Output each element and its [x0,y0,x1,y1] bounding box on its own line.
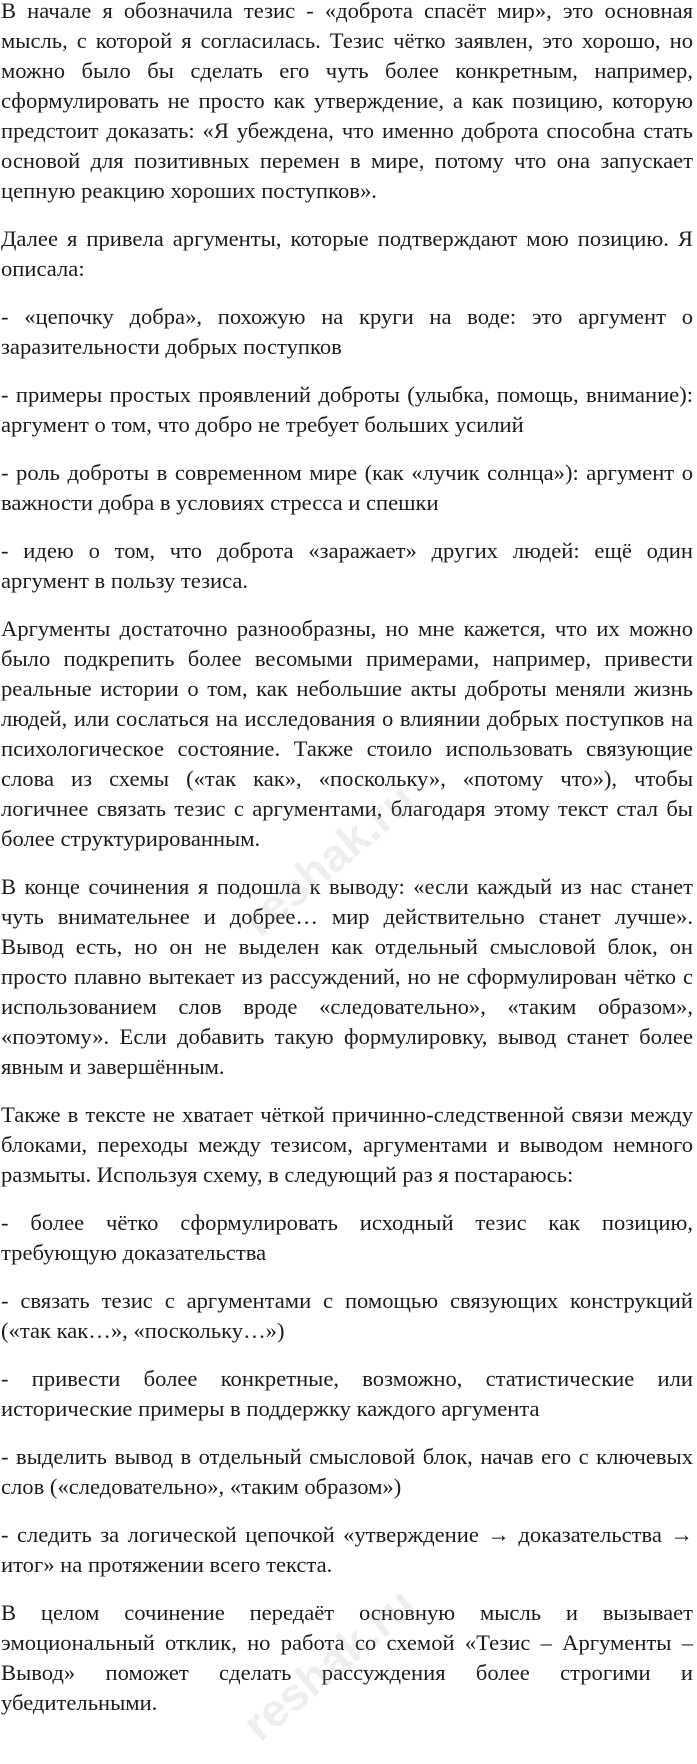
list-item-argument: - идею о том, что доброта «заражает» других людей: ещё один аргумент в пользу тезиса. [1,538,693,593]
list-item-argument: - примеры простых проявлений доброты (улыбка, помощь, внимание): аргумент о том, что добро не требует больших усилий [1,382,693,437]
paragraph-summary: В целом сочинение передаёт основную мысль и вызывает эмоциональный отклик, но работа со схемой «Тезис – Аргументы – Вывод» поможет сделать рассуждения более строгими и убедительными. [1,1600,693,1715]
watermark-logo: reshak.ru [232,772,425,946]
list-item-plan: - связать тезис с аргументами с помощью связующих конструкций («так как…», «поскольку…») [1,1288,693,1343]
paragraph-arguments-intro: Далее я привела аргументы, которые подтверждают мою позицию. Я описала: [1,226,693,281]
paragraph-plan-intro: Также в тексте не хватает чёткой причинно-следственной связи между блоками, переходы между тезисом, аргументами и выводом немного размыты. Используя схему, в следующий раз я постараюсь: [1,1102,693,1187]
list-item-plan: - привести более конкретные, возможно, статистические или исторические примеры в поддержку каждого аргумента [1,1366,693,1421]
list-item-argument: - «цепочку добра», похожую на круги на воде: это аргумент о заразительности добрых поступков [1,304,693,359]
list-item-plan: - следить за логической цепочкой «утверждение → доказательства → итог» на протяжении всего текста. [1,1522,693,1577]
paragraph-conclusion-review: В конце сочинения я подошла к выводу: «если каждый из нас станет чуть внимательнее и добрее… мир действительно станет лучше». Вывод есть, но он не выделен как отдельный смысловой блок, он просто плавно вытекает из рассуждений, но не сформулирован чётко с использованием слов вроде «следовательно», «таким образом», «поэтому». Если добавить такую формулировку, вывод станет более явным и завершённым. [1,874,693,1079]
list-item-plan: - выделить вывод в отдельный смысловой блок, начав его с ключевых слов («следовательно», «таким образом») [1,1444,693,1499]
watermark-logo: reshak.ru [232,1577,425,1751]
paragraph-thesis: В начале я обозначила тезис - «доброта спасёт мир», это основная мысль, с которой я согласилась. Тезис чётко заявлен, это хорошо, но можно было бы сделать его чуть более конкретным, например, сформулировать не просто как утверждение, а как позицию, которую предстоит доказать: «Я убеждена, что именно доброта способна стать основой для позитивных перемен в мире, потому что она запускает цепную реакцию хороших поступков». [1,0,693,203]
list-item-plan: - более чётко сформулировать исходный тезис как позицию, требующую доказательства [1,1210,693,1265]
list-item-argument: - роль доброты в современном мире (как «лучик солнца»): аргумент о важности добра в условиях стресса и спешки [1,460,693,515]
paragraph-arguments-review: Аргументы достаточно разнообразны, но мне кажется, что их можно было подкрепить более весомыми примерами, например, привести реальные истории о том, как небольшие акты доброты меняли жизнь людей, или сослаться на исследования о влиянии добрых поступков на психологическое состояние. Также стоило использовать связующие слова из схемы («так как», «поскольку», «потому что»), чтобы логичнее связать тезис с аргументами, благодаря этому текст стал бы более структурированным. [1,616,693,851]
